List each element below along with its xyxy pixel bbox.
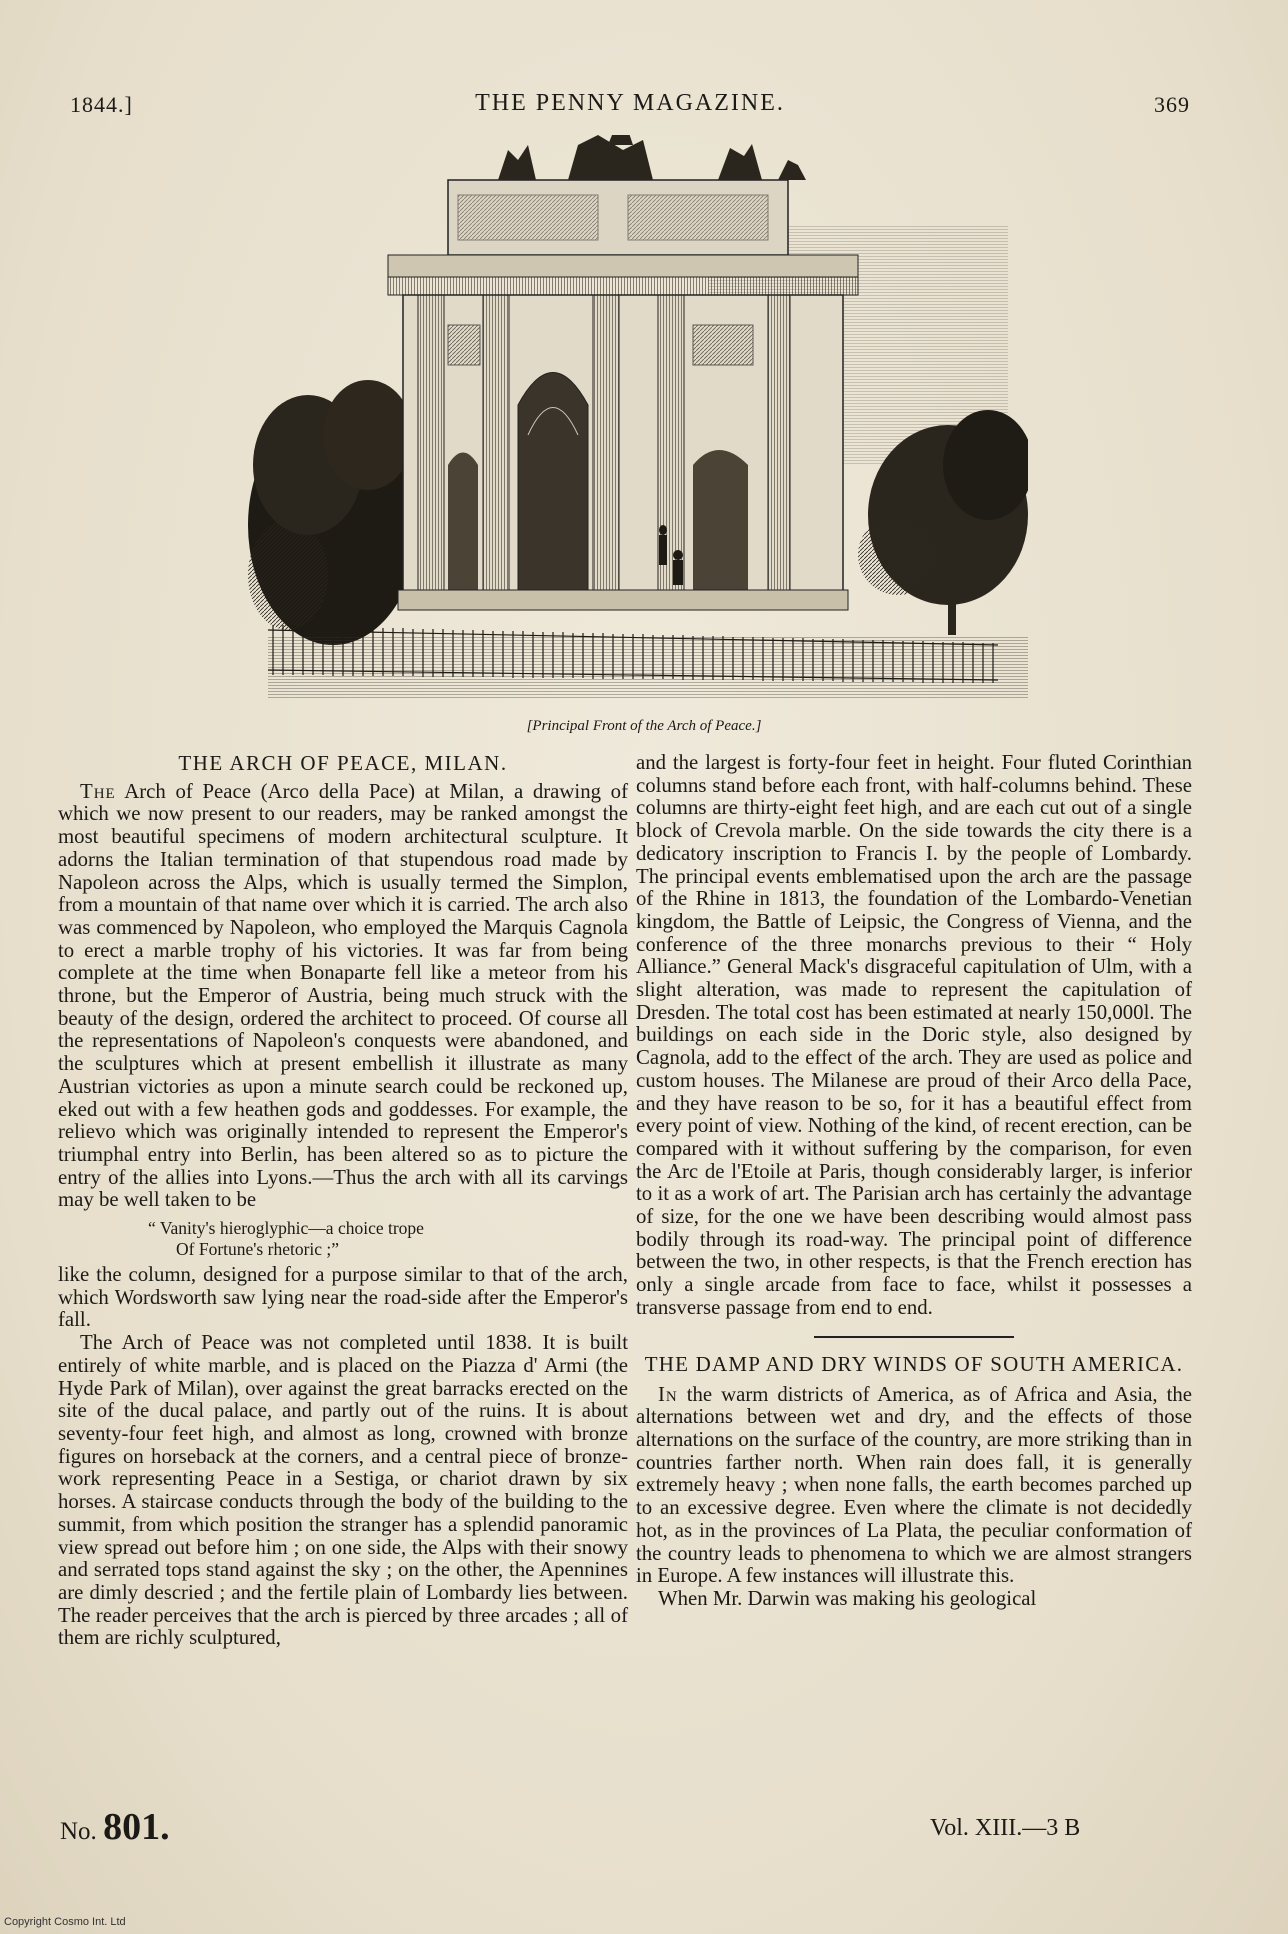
quote-line: “ Vanity's hieroglyphic—a choice trope xyxy=(148,1218,424,1239)
article-paragraph: like the column, designed for a purpose similar to that of the arch, which Wordsworth saw lying near the road-side after the Emperor's fall. xyxy=(58,1263,628,1332)
arch-of-peace-engraving xyxy=(248,135,1028,700)
lead-word: The xyxy=(80,779,116,803)
page-number: 369 xyxy=(1154,92,1190,117)
arch-building xyxy=(388,135,858,610)
article-paragraph: In the warm districts of America, as of Africa and Asia, the alternations between wet and dry, and the effects of those alternations on the surface of the country, are more striking than in countries farther north. When rain does fall, it is generally extremely heavy ; when none falls, the earth becomes parched up to an excessive degree. Even where the climate is not decidedly hot, as in the provinces of La Plata, the peculiar conformation of the country leads to phenomena to which we are almost strangers in Europe. A few instances will illustrate this. xyxy=(636,1382,1192,1588)
article-paragraph: When Mr. Darwin was making his geological xyxy=(658,1586,1037,1610)
verse-quote xyxy=(58,1218,628,1260)
page-footer xyxy=(60,1803,1200,1853)
left-tree xyxy=(248,380,418,645)
volume-signature: Vol. XIII.—3 B xyxy=(930,1815,1081,1841)
illustration-caption: [Principal Front of the Arch of Peace.] xyxy=(526,718,762,734)
article-paragraph: The Arch of Peace was not completed until 1838. It is built entirely of white marble, and is placed on the Piazza d' Armi (the Hyde Park of Milan), over against the great barracks erected on the site of the ducal palace, and partly out of the ruins. It is about seventy-four feet high, and almost as long, crowned with bronze figures on horseback at the corners, and a central piece of bronze-work representing Peace in a Sestiga, or chariot drawn by six horses. A staircase conducts through the body of the building to the summit, from which position the stranger has a splendid panoramic view spread out before him ; on one side, the Alps with their snowy and serrated tops stand against the sky ; on the other, the Apennines are dimly descried ; and the fertile plain of Lombardy lies between. The reader perceives that the arch is pierced by three arcades ; all of them are richly sculptured, xyxy=(58,1331,628,1650)
quote-line: Of Fortune's rhetoric ;” xyxy=(176,1239,340,1260)
lead-word: In xyxy=(658,1382,678,1406)
copyright-watermark: Copyright Cosmo Int. Ltd xyxy=(4,1916,126,1928)
column-left xyxy=(58,752,628,1650)
column-right xyxy=(636,752,1192,1611)
running-header xyxy=(60,88,1200,128)
section-divider xyxy=(814,1336,1014,1338)
article-title-arch: THE ARCH OF PEACE, MILAN. xyxy=(178,751,508,775)
header-year: 1844.] xyxy=(70,92,133,117)
article-paragraph: The Arch of Peace (Arco della Pace) at Milan, a drawing of which we now present to our readers, may be ranked amongst the most beautiful specimens of modern architectural sculpture. It adorns the Italian termination of that stupendous road made by Napoleon across the Alps, which is usually termed the Simplon, from a mountain of that name over which it is carried. The arch also was commenced by Napoleon, who employed the Marquis Cagnola to erect a marble trophy of his victories. It was far from being complete at the time when Bonaparte fell like a meteor from his throne, but the Emperor of Austria, being much struck with the beauty of the design, ordered the architect to proceed. Of course all the representations of Napoleon's conquests were abandoned, and the sculptures which at present embellish it illustrate as many Austrian victories as upon a minute search could be reckoned up, eked out with a few heathen gods and goddesses. For example, the relievo which was originally intended to represent the Emperor's triumphal entry into Berlin, has been altered so as to picture the entry of the allies into Lyons.—Thus the arch with all its carvings may be well taken to be xyxy=(58,779,628,1212)
magazine-title: THE PENNY MAGAZINE. xyxy=(475,90,785,116)
article-paragraph: and the largest is forty-four feet in height. Four fluted Corinthian columns stand before each front, with half-columns behind. These columns are thirty-eight feet high, and are each cut out of a single block of Crevola marble. On the side towards the city there is a dedicatory inscription to Francis I. by the people of Lombardy. The principal events emblematised upon the arch are the passage of the Rhine in 1813, the foundation of the Lombardo-Venetian kingdom, the Battle of Leipsic, the Congress of Vienna, and the conference of the three monarchs previous to their “ Holy Alliance.” General Mack's disgraceful capitulation of Ulm, with a slight alteration, was made to represent the capitulation of Dresden. The total cost has been estimated at nearly 150,000l. The buildings on each side in the Doric style, also designed by Cagnola, add to the effect of the arch. They are used as police and custom houses. The Milanese are proud of their Arco della Pace, and they have reason to be so, for it has a beautiful effect from every point of view. Nothing of the kind, of recent erection, can be compared with it without suffering by the comparison, for even the Arc de l'Etoile at Paris, though considerably larger, is inferior to it as a work of art. The Parisian arch has certainly the advantage of size, for the one we have been describing would almost pass bodily through its road-way. The principal point of difference between the two, in other respects, is that the French erection has only a single arcade from face to face, whilst it possesses a transverse passage from end to end. xyxy=(636,751,1192,1319)
issue-number: No. 801. xyxy=(60,1806,170,1848)
article-title-winds: THE DAMP AND DRY WINDS OF SOUTH AMERICA. xyxy=(644,1351,1184,1376)
